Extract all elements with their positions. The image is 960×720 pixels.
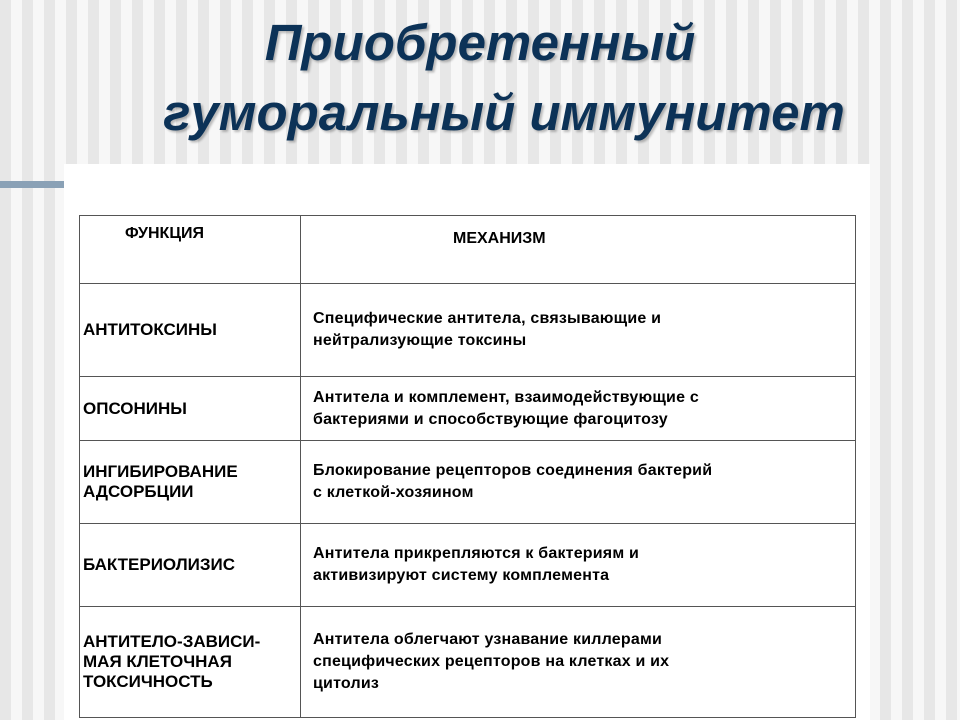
functions-table (79, 215, 856, 718)
table-row (80, 524, 856, 607)
slide-title (0, 8, 960, 148)
header-function: ФУНКЦИЯ (80, 216, 301, 284)
table-row (80, 441, 856, 524)
mechanism-cell: Специфические антитела, связывающие и нейтрализующие токсины (301, 284, 856, 377)
function-cell: АНТИТОКСИНЫ (80, 284, 301, 377)
mechanism-cell: Антитела прикрепляются к бактериям и активизируют систему комплемента (301, 524, 856, 607)
table-header-row (80, 216, 856, 284)
table-row (80, 377, 856, 441)
table-row (80, 284, 856, 377)
header-mechanism: МЕХАНИЗМ (301, 216, 856, 284)
mechanism-cell: Антитела и комплемент, взаимодействующие с бактериями и способствующие фагоцитозу (301, 377, 856, 441)
function-cell: БАКТЕРИОЛИЗИС (80, 524, 301, 607)
mechanism-cell: Антитела облегчают узнавание киллерами специфических рецепторов на клетках и их цитолиз (301, 607, 856, 718)
table-row (80, 607, 856, 718)
mechanism-cell: Блокирование рецепторов соединения бактерий с клеткой-хозяином (301, 441, 856, 524)
function-cell: АНТИТЕЛО-ЗАВИСИ- МАЯ КЛЕТОЧНАЯ ТОКСИЧНОСТЬ (80, 607, 301, 718)
function-cell: ИНГИБИРОВАНИЕ АДСОРБЦИИ (80, 441, 301, 524)
accent-bar (0, 181, 66, 188)
title-line-2: гуморальный иммунитет (163, 84, 845, 141)
title-line-1: Приобретенный (264, 14, 696, 71)
function-cell: ОПСОНИНЫ (80, 377, 301, 441)
